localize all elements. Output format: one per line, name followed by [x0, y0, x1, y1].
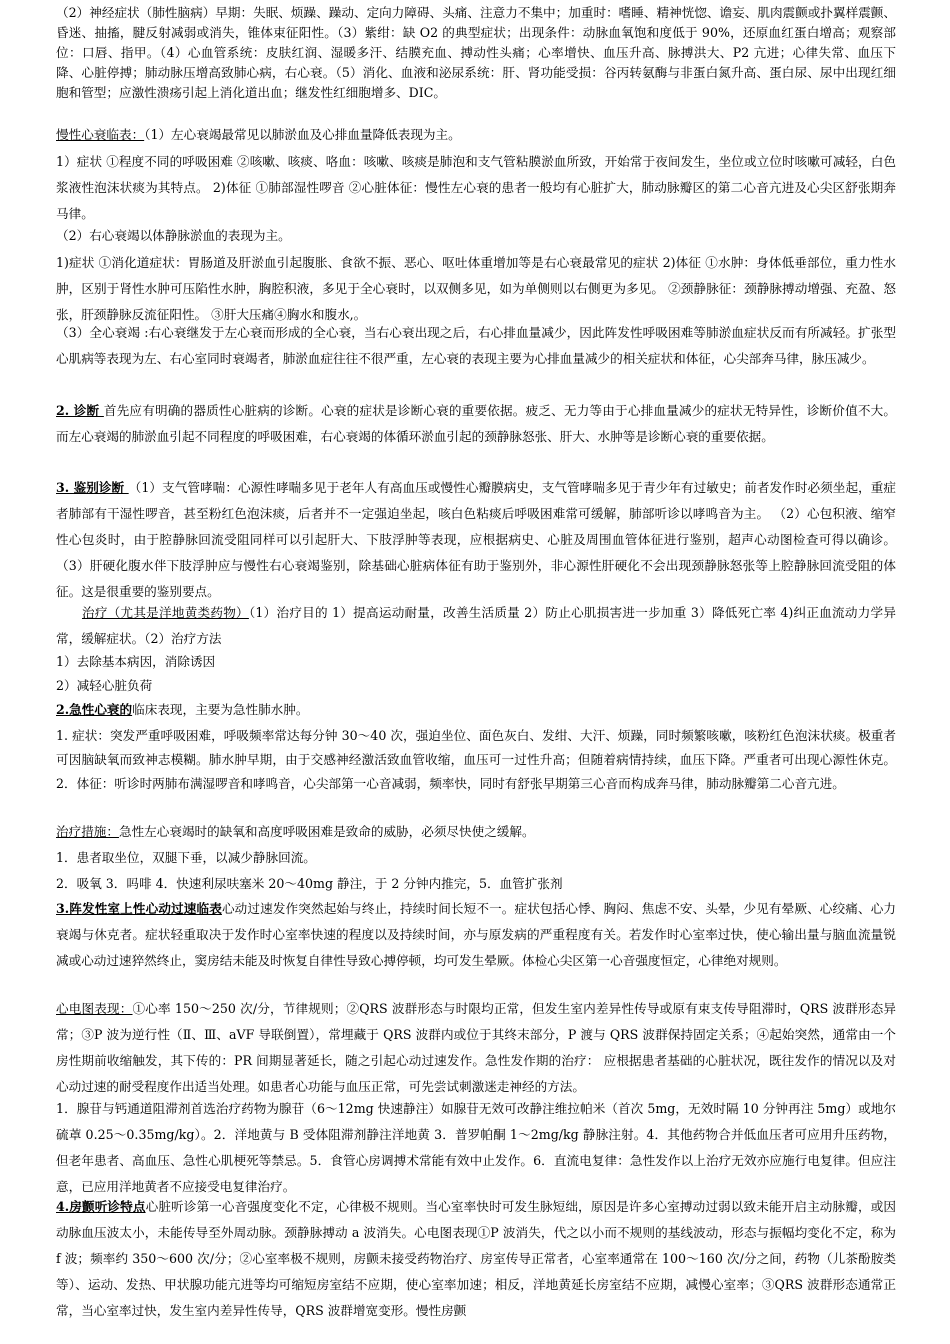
paragraph-18: [56, 996, 896, 1100]
section-heading: 2. 诊断: [56, 403, 104, 418]
paragraph-text: （2）神经症状（肺性脑病）早期：失眠、烦躁、躁动、定向力障碍、头痛、注意力不集中；加重时：嗜睡、精神恍惚、谵妄、肌肉震颤或扑翼样震颤、昏迷、抽搐，腱反射减弱或消失，锥体束征阳性。（3）紫绀：缺 O2 的典型症状；出现条件：动脉血氧饱和度低于 90%，还原血红蛋白增高；观察部位：口唇、指甲。（4）心血管系统：皮肤红润、湿暖多汗、结膜充血、搏动性头痛；心率增快、血压升高、脉搏洪大、P2 亢进；心律失常、血压下降、心脏停搏；肺动脉压增高致肺心病，右心衰。（5）消化、血液和泌尿系统：肝、肾功能受损：谷丙转氨酶与非蛋白氮升高、蛋白尿、尿中出现红细胞和管型；应激性溃疡引起上消化道出血；继发性红细胞增多、DIC。: [56, 5, 896, 100]
paragraph-text: （1）治疗目的 1）提高运动耐量，改善生活质量 2）防止心肌损害进一步加重 3）降低死亡率 4)纠正血流动力学异常，缓解症状。（2）治疗方法: [56, 605, 896, 646]
paragraph-4: [56, 226, 896, 246]
paragraph-17: [56, 896, 896, 974]
paragraph-10: [56, 650, 896, 674]
paragraph-text: （3）全心衰竭 :右心衰继发于左心衰而形成的全心衰，当右心衰出现之后，右心排血量减少，因此阵发性呼吸困难等肺淤血症状反而有所减轻。扩张型心肌病等表现为左、右心室同时衰竭者，肺淤血症往往不很严重，左心衰的表现主要为心排血量减少的相关症状和体征，心尖部奔马律，脉压减少。: [56, 325, 896, 366]
section-heading: 3.阵发性室上性心动过速临表: [56, 901, 222, 916]
section-heading: 3. 鉴别诊断: [56, 480, 129, 495]
paragraph-11: [56, 674, 896, 698]
paragraph-7: [56, 398, 896, 450]
paragraph-text: 急性左心衰竭时的缺氧和高度呼吸困难是致命的威胁，必须尽快使之缓解。: [118, 824, 535, 839]
paragraph-3: [56, 149, 896, 227]
paragraph-text: 1)症状 ①消化道症状：胃肠道及肝淤血引起腹胀、食欲不振、恶心、呕吐体重增加等是右心衰最常见的症状 2)体征 ①水肿：身体低垂部位，重力性水肿，区别于肾性水肿可压陷性水肿，胸腔积液，多见于全心衰时，以双侧多见，如为单侧则以右侧更为多见。 ②颈静脉征：颈静脉搏动增强、充盈、怒张，肝颈静脉反流征阳性。 ③肝大压痛④胸水和腹水,。: [56, 255, 896, 322]
paragraph-text: 1）去除基本病因，消除诱因: [56, 654, 216, 669]
paragraph-text: 1. 症状：突发严重呼吸困难，呼吸频率常达每分钟 30～40 次，强迫坐位、面色灰白、发绀、大汗、烦躁，同时频繁咳嗽，咳粉红色泡沫状痰。极重者可因脑缺氧而致神志模糊。肺水肿早期，由于交感神经激活致血管收缩，血压可一过性升高；但随着病情持续，血压下降。严重者可出现心源性休克。 2．体征：听诊时两肺布满湿啰音和哮鸣音，心尖部第一心音减弱，频率快，同时有舒张早期第三心音而构成奔马律，肺动脉瓣第二心音亢进。: [56, 728, 896, 791]
paragraph-2: [56, 125, 896, 145]
paragraph-text: 2）减轻心脏负荷: [56, 678, 153, 693]
paragraph-text: （1）左心衰竭最常见以肺淤血及心排血量降低表现为主。: [144, 127, 461, 142]
paragraph-text: ①心率 150～250 次/分，节律规则；②QRS 波群形态与时限均正常，但发生室内差异性传导或原有束支传导阻滞时，QRS 波群形态异常；③P 波为逆行性（Ⅱ、Ⅲ、aVF 导联倒置），常埋藏于 QRS 波群内或位于其终末部分，P 渡与 QRS 波群保持固定关系；④起始突然，通常由一个房性期前收缩触发，其下传的：PR 间期显著延长，随之引起心动过速发作。急性发作期的治疗： 应根据患者基础的心脏状况，既往发作的情况以及对心动过速的耐受程度作出适当处理。如患者心功能与血压正常，可先尝试刺激迷走神经的方法。: [56, 1001, 896, 1094]
paragraph-15: [56, 845, 896, 871]
paragraph-text: 1．腺苷与钙通道阻滞剂首选治疗药物为腺苷（6～12mg 快速静注）如腺苷无效可改静注维拉帕米（首次 5mg，无效时隔 10 分钟再注 5mg）或地尔硫䓬 0.25～0.35mg/kg）。2．洋地黄与 B 受体阻滞剂静注洋地黄 3．普罗帕酮 1～2mg/kg 静脉注射。4．其他药物合并低血压者可应用升压药物，但老年患者、高血压、急性心肌梗死等禁忌。5．食管心房调搏术常能有效中止发作。6．直流电复律：急性发作以上治疗无效亦应施行电复律。但应注意，已应用洋地黄者不应接受电复律治疗。: [56, 1101, 896, 1194]
paragraph-text: 临床表现，主要为急性肺水肿。: [132, 702, 309, 717]
paragraph-text: 心脏听诊第一心音强度变化不定，心律极不规则。当心室率快时可发生脉短绌，原因是许多心室搏动过弱以致未能开启主动脉瓣，或因动脉血压波太小，未能传导至外周动脉。颈静脉搏动 a 波消失。心电图表现①P 波消失，代之以小而不规则的基线波动，形态与振幅均变化不定，称为 f 波；频率约 350～600 次/分；②心室率极不规则，房颤未接受药物治疗、房室传导正常者，心室率通常在 100～160 次/分之间，药物（儿茶酚胺类等）、运动、发热、甲状腺功能亢进等均可缩短房室结不应期，使心室率加速；相反，洋地黄延长房室结不应期，减慢心室率；③QRS 波群形态通常正常，当心室率过快，发生室内差异性传导，QRS 波群增宽变形。慢性房颤: [56, 1199, 896, 1318]
paragraph-text: 首先应有明确的器质性心脏病的诊断。心衰的症状是诊断心衰的重要依据。疲乏、无力等由于心排血量减少的症状无特异性，诊断价值不大。而左心衰竭的肺淤血引起不同程度的呼吸困难，右心衰竭的体循环淤血引起的颈静脉怒张、肝大、水肿等是诊断心衰的重要依据。: [56, 403, 896, 444]
paragraph-9: [56, 600, 896, 652]
paragraph-text: 1．患者取坐位，双腿下垂，以减少静脉回流。: [56, 850, 316, 865]
paragraph-1: [56, 3, 896, 103]
paragraph-19: [56, 1096, 896, 1200]
section-heading: 2.急性心衰的: [56, 702, 133, 717]
section-heading: 心电图表现：: [56, 1001, 133, 1016]
paragraph-text: 1）症状 ①程度不同的呼吸困难 ②咳嗽、咳痰、咯血：咳嗽、咳痰是肺泡和支气管粘膜淤血所致，开始常于夜间发生，坐位或立位时咳嗽可减轻，白色浆液性泡沫状痰为其特点。 2)体征 ①肺部湿性啰音 ②心脏体征：慢性左心衰的患者一般均有心脏扩大，肺动脉瓣区的第二心音亢进及心尖区舒张期奔马律。: [56, 154, 896, 221]
section-heading: 治疗措施：: [56, 824, 119, 839]
paragraph-text: 2．吸氧 3．吗啡 4．快速利尿呋塞米 20～40mg 静注，于 2 分钟内推完，5．血管扩张剂: [56, 876, 563, 891]
paragraph-text: （2）右心衰竭以体静脉淤血的表现为主。: [56, 228, 291, 243]
paragraph-13: [56, 724, 896, 796]
paragraph-8: [56, 475, 896, 605]
section-heading: 4.房颤听诊特点: [56, 1199, 146, 1214]
section-heading: 慢性心衰临表：: [56, 127, 145, 142]
paragraph-6: [56, 320, 896, 372]
paragraph-text: （1）支气管哮喘：心源性哮喘多见于老年人有高血压或慢性心瓣膜病史，支气管哮喘多见于青少年有过敏史；前者发作时必须坐起，重症者肺部有干湿性啰音，甚至粉红色泡沫痰，后者并不一定强迫坐起，咳白色粘痰后呼吸困难常可缓解，肺部听诊以哮鸣音为主。 （2）心包积液、缩窄性心包炎时，由于腔静脉回流受阻同样可以引起肝大、下肢浮肿等表现，应根据病史、心脏及周围血管体征进行鉴别，超声心动图检查可得以确诊。 （3）肝硬化腹水伴下肢浮肿应与慢性右心衰竭鉴别，除基础心脏病体征有助于鉴别外，非心源性肝硬化不会出现颈静脉怒张等上腔静脉回流受阻的体征。这是很重要的鉴别要点。: [56, 480, 896, 599]
paragraph-12: [56, 698, 896, 722]
paragraph-14: [56, 820, 896, 844]
paragraph-16: [56, 871, 896, 897]
paragraph-5: [56, 250, 896, 328]
paragraph-text: 心动过速发作突然起始与终止，持续时间长短不一。症状包括心悸、胸闷、焦虑不安、头晕，少见有晕厥、心绞痛、心力衰竭与休克者。症状轻重取决于发作时心室率快速的程度以及持续时间，亦与原发病的严重程度有关。若发作时心室率过快，使心输出量与脑血流量锐减或心动过速猝然终止，窦房结未能及时恢复自律性导致心搏停顿，均可发生晕厥。体检心尖区第一心音强度恒定，心律绝对规则。: [56, 901, 896, 968]
paragraph-20: [56, 1194, 896, 1324]
section-heading: 治疗（尤其是洋地黄类药物）: [82, 605, 249, 620]
